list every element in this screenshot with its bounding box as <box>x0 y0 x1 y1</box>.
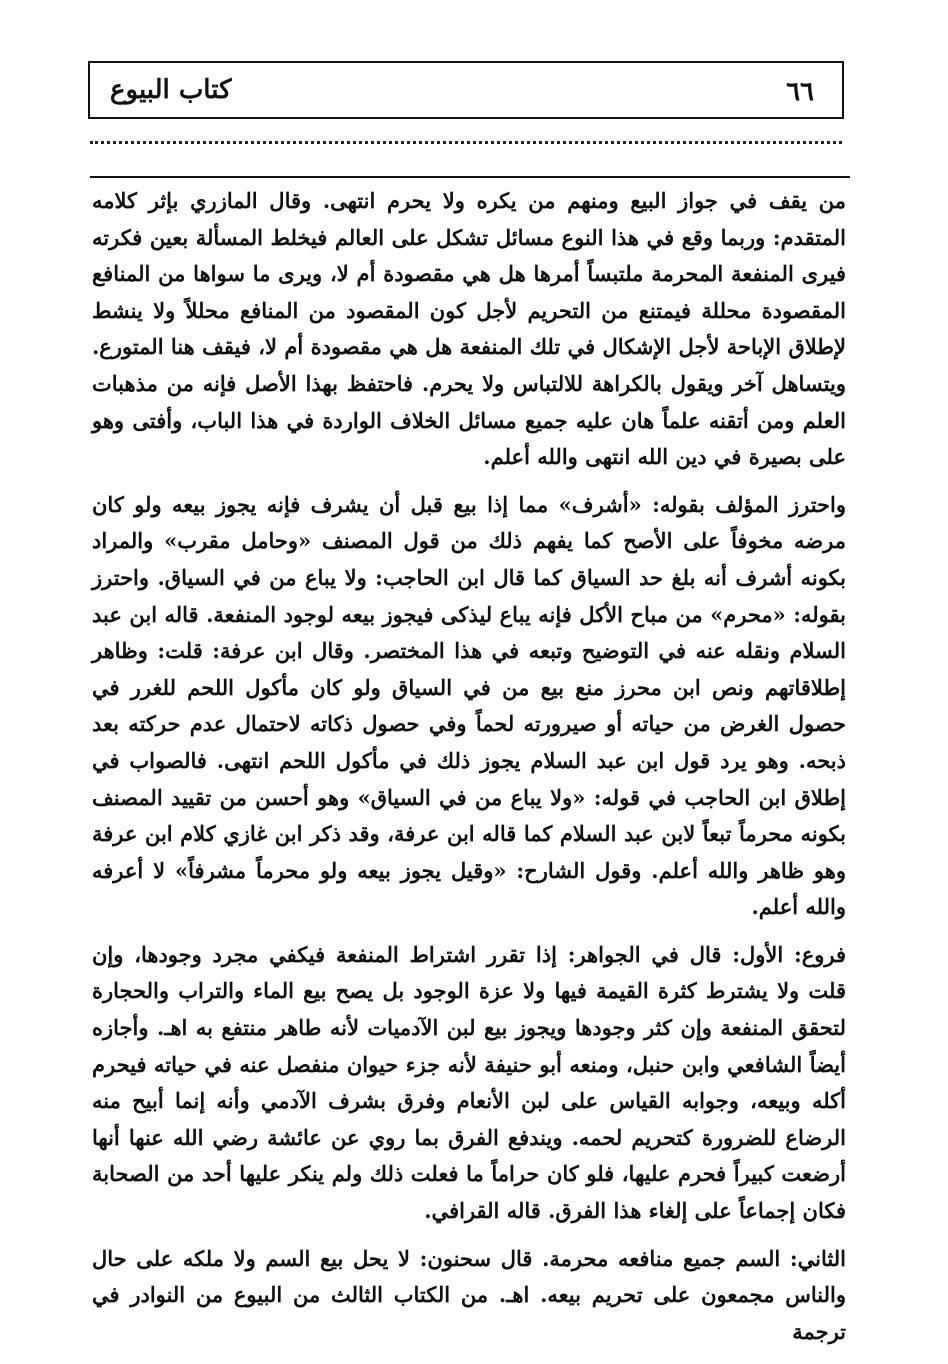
header-separator <box>90 176 850 178</box>
dotted-divider <box>90 141 842 144</box>
page-header <box>88 61 844 119</box>
paragraph-3: فروع: الأول: قال في الجواهر: إذا تقرر اشتراط المنفعة فيكفي مجرد وجودها، وإن قلت ولا يشترط كثرة القيمة فيها ولا عزة الوجود بل يصح بيع الماء والتراب والحجارة لتحقق المنفعة وإن كثر وجودها ويجوز بيع لبن الآدميات لأنه طاهر منتفع به اهـ. وأجازه أيضاً الشافعي وابن حنبل، ومنعه أبو حنيفة لأنه جزء حيوان منفصل عنه في حياته فيحرم أكله وبيعه، وجوابه القياس على لبن الأنعام وفرق بشرف الآدمي وأنه إنما أبيح منه الرضاع للضرورة كتحريم لحمه. ويندفع الفرق بما روي عن عائشة رضي الله عنها أنها أرضعت كبيراً فحرم عليها، فلو كان حراماً ما فعلت ذلك ولم ينكر عليها أحد من الصحابة فكان إجماعاً على إلغاء هذا الفرق. قاله القرافي. <box>92 941 846 1224</box>
paragraph-1: من يقف في جواز البيع ومنهم من يكره ولا يحرم انتهى. وقال المازري بإثر كلامه المتقدم: وربما وقع في هذا النوع مسائل تشكل على العالم فيخلط المسألة بعين فكرته فيرى المنفعة المحرمة ملتبساً أمرها هل هي مقصودة أم لا، ويرى ما سواها من المنافع المقصودة محللة فيمتنع من التحريم لأجل كون المقصود من المنافع محللاً ولا ينشط لإطلاق الإباحة لأجل الإشكال في تلك المنفعة هل هي مقصودة أم لا، فيقف هنا المتورع. ويتساهل آخر ويقول بالكراهة للالتباس ولا يحرم. فاحتفظ بهذا الأصل فإنه من مذهبات العلم ومن أتقنه علماً هان عليه جميع مسائل الخلاف الواردة في هذا الباب، وأفتى وهو على بصيرة في دين الله انتهى والله أعلم. <box>92 188 846 470</box>
page-body <box>92 183 846 1350</box>
paragraph-2: واحترز المؤلف بقوله: «أشرف» مما إذا بيع قبل أن يشرف فإنه يجوز بيعه ولو كان مرضه مخوفاً على الأصح كما يفهم ذلك من قول المصنف «وحامل مقرب» والمراد بكونه أشرف أنه بلغ حد السياق كما قال ابن الحاجب: ولا يباع من في السياق. واحترز بقوله: «محرم» من مباح الأكل فإنه يباع ليذكى فيجوز بيعه لوجود المنفعة. قاله ابن عبد السلام ونقله عنه في التوضيح وتبعه في هذا المختصر. وقال ابن عرفة: قلت: وظاهر إطلاقاتهم ونص ابن محرز منع بيع من في السياق ولو كان مأكول اللحم للغرر في حصول الغرض من حياته أو صيرورته لحماً وفي حصول ذكاته لاحتمال عدم حركته بعد ذبحه. وهو يرد قول ابن عبد السلام يجوز ذلك في مأكول اللحم انتهى. فالصواب في إطلاق ابن الحاجب في قوله: «ولا يباع من في السياق» وهو أحسن من تقييد المصنف بكونه محرماً تبعاً لابن عبد السلام كما قاله ابن عرفة، وقد ذكر ابن غازي كلام ابن عرفة وهو ظاهر والله أعلم. وقول الشارح: «وقيل يجوز بيعه ولو محرماً مشرفاً» لا أعرفه والله أعلم. <box>92 491 846 920</box>
book-title: كتاب البيوع <box>110 75 232 105</box>
paragraph-4: الثاني: السم جميع منافعه محرمة. قال سحنون: لا يحل بيع السم ولا ملكه على حال والناس مجمعون على تحريم بيعه. اهـ. من الكتاب الثالث من البيوع من النوادر في ترجمة <box>92 1245 846 1344</box>
page-number: ٦٦ <box>786 77 814 107</box>
